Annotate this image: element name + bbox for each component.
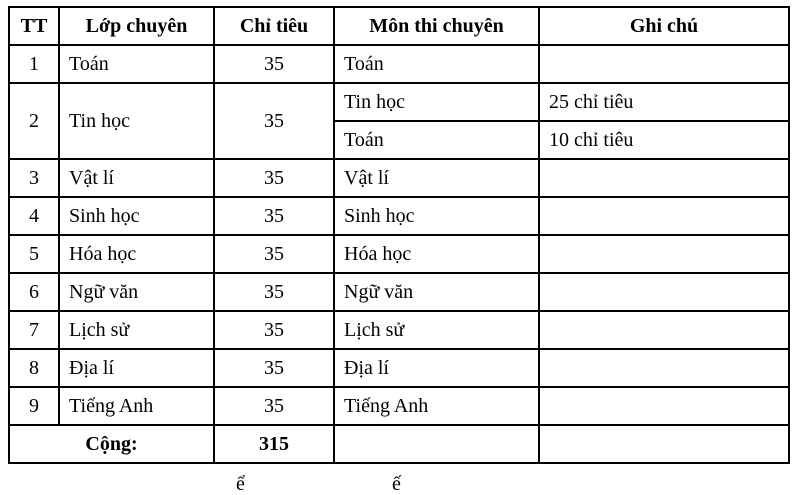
cell-note: 25 chỉ tiêu [539, 83, 789, 121]
cell-tt: 7 [9, 311, 59, 349]
table-row [9, 197, 789, 235]
header-row [9, 7, 789, 45]
cell-subject: Vật lí [334, 159, 539, 197]
cell-tt: 1 [9, 45, 59, 83]
footer-total-value: 315 [214, 425, 334, 463]
cell-note [539, 197, 789, 235]
cell-subject: Sinh học [334, 197, 539, 235]
cell-subject: Địa lí [334, 349, 539, 387]
cell-class: Tiếng Anh [59, 387, 214, 425]
cell-class: Hóa học [59, 235, 214, 273]
cell-note [539, 311, 789, 349]
cell-class: Ngữ văn [59, 273, 214, 311]
cell-quota: 35 [214, 387, 334, 425]
table-row [9, 349, 789, 387]
table-row [9, 45, 789, 83]
cell-quota: 35 [214, 197, 334, 235]
cell-note [539, 45, 789, 83]
header-cell-note: Ghi chú [539, 7, 789, 45]
cell-quota: 35 [214, 45, 334, 83]
cell-quota: 35 [214, 311, 334, 349]
cell-tt: 3 [9, 159, 59, 197]
cell-note [539, 387, 789, 425]
cell-note [539, 159, 789, 197]
table-row [9, 83, 789, 121]
cell-class: Tin học [59, 83, 214, 159]
table-row [9, 311, 789, 349]
cell-subject: Toán [334, 45, 539, 83]
cell-subject: Lịch sử [334, 311, 539, 349]
header-cell-subject: Môn thi chuyên [334, 7, 539, 45]
table-row [9, 159, 789, 197]
cell-subject: Tin học [334, 83, 539, 121]
cell-tt: 6 [9, 273, 59, 311]
cell-tt: 5 [9, 235, 59, 273]
cell-quota: 35 [214, 349, 334, 387]
cell-quota: 35 [214, 83, 334, 159]
footer-row [9, 425, 789, 463]
cell-tt: 8 [9, 349, 59, 387]
cell-tt: 4 [9, 197, 59, 235]
cell-subject: Hóa học [334, 235, 539, 273]
cell-class: Địa lí [59, 349, 214, 387]
table-row [9, 273, 789, 311]
cell-subject: Toán [334, 121, 539, 159]
cell-class: Sinh học [59, 197, 214, 235]
cell-note [539, 235, 789, 273]
cell-class: Lịch sử [59, 311, 214, 349]
header-cell-quota: Chỉ tiêu [214, 7, 334, 45]
cell-class: Toán [59, 45, 214, 83]
header-cell-tt: TT [9, 7, 59, 45]
footer-total-label: Cộng: [9, 425, 214, 463]
cell-class: Vật lí [59, 159, 214, 197]
cell-note [539, 349, 789, 387]
cell-subject: Ngữ văn [334, 273, 539, 311]
table-row [9, 235, 789, 273]
cell-quota: 35 [214, 159, 334, 197]
footer-subject-cell [334, 425, 539, 463]
table-row [9, 387, 789, 425]
admission-quota-table [8, 6, 790, 464]
cell-tt: 2 [9, 83, 59, 159]
cell-tt: 9 [9, 387, 59, 425]
cell-subject: Tiếng Anh [334, 387, 539, 425]
header-cell-class: Lớp chuyên [59, 7, 214, 45]
cell-quota: 35 [214, 273, 334, 311]
cell-note: 10 chỉ tiêu [539, 121, 789, 159]
cropped-text-fragment: ế [392, 473, 401, 495]
footer-note-cell [539, 425, 789, 463]
cell-quota: 35 [214, 235, 334, 273]
cell-note [539, 273, 789, 311]
cropped-text-fragment: ể [236, 473, 245, 495]
